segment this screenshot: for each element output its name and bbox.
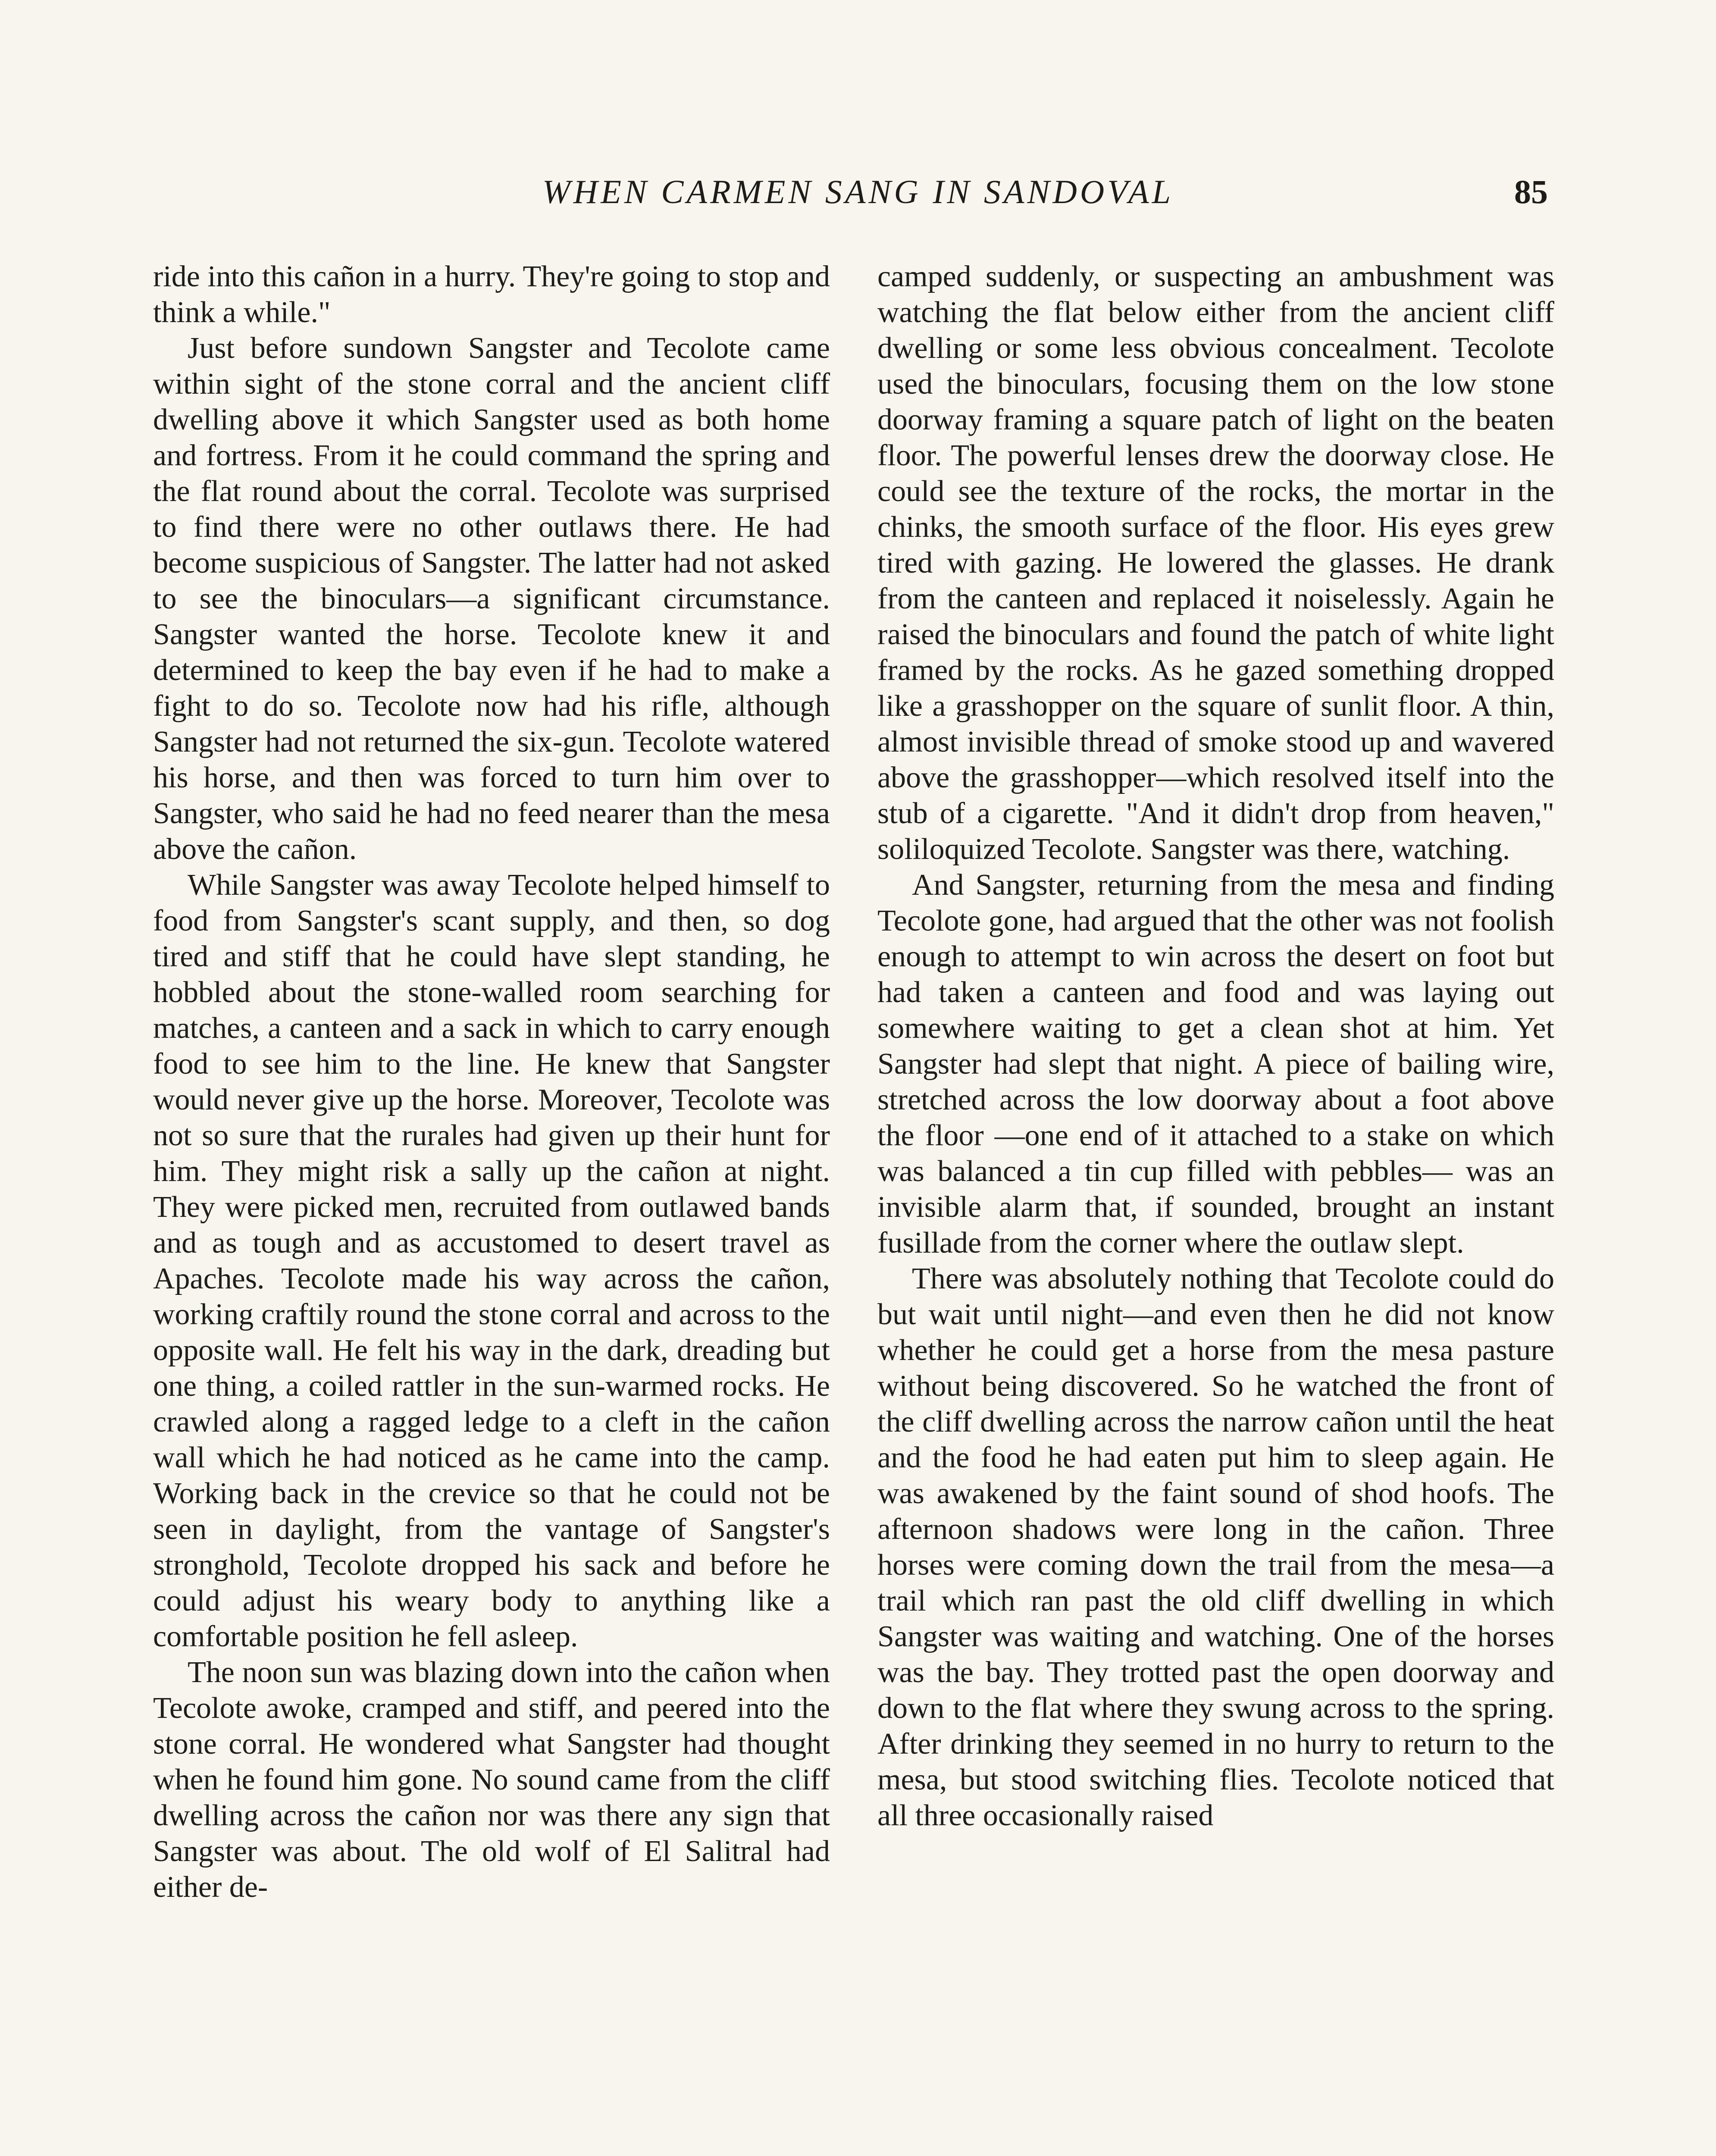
page-header [0,172,1716,220]
paragraph: And Sangster, returning from the mesa and finding Tecolote gone, had argued that the other was not foolish enough to attempt to win across the desert on foot but had taken a canteen and food and was laying out somewhere waiting to get a clean shot at him. Yet Sangster had slept that night. A piece of bailing wire, stretched across the low doorway about a foot above the floor —one end of it attached to a stake on which was balanced a tin cup filled with pebbles— was an invisible alarm that, if sounded, brought an instant fusillade from the corner where the outlaw slept. [877,868,1554,1260]
paragraph: The noon sun was blazing down into the cañon when Tecolote awoke, cramped and stiff, and peered into the stone corral. He wondered what Sangster had thought when he found him gone. No sound came from the cliff dwelling across the cañon nor was there any sign that Sangster was about. The old wolf of El Salitral had either de- [153,1656,830,1904]
running-title: WHEN CARMEN SANG IN SANDOVAL [542,173,1174,210]
paragraph: While Sangster was away Tecolote helped himself to food from Sangster's scant supply, and then, so dog tired and stiff that he could have slept standing, he hobbled about the stone-walled room searching for matches, a canteen and a sack in which to carry enough food to see him to the line. He knew that Sangster would never give up the horse. Moreover, Tecolote was not so sure that the rurales had given up their hunt for him. They might risk a sally up the cañon at night. They were picked men, recruited from outlawed bands and as tough and as accustomed to desert travel as Apaches. Tecolote made his way across the cañon, working craftily round the stone corral and across to the opposite wall. He felt his way in the dark, dreading but one thing, a coiled rattler in the sun-warmed rocks. He crawled along a ragged ledge to a cleft in the cañon wall which he had noticed as he came into the camp. Working back in the crevice so that he could not be seen in daylight, from the vantage of Sangster's stronghold, Tecolote dropped his sack and before he could adjust his weary body to anything like a comfortable position he fell asleep. [153,868,830,1653]
paragraph: camped suddenly, or suspecting an ambushment was watching the flat below either from the ancient cliff dwelling or some less obvious concealment. Tecolote used the binoculars, focusing them on the low stone doorway framing a square patch of light on the beaten floor. The powerful lenses drew the doorway close. He could see the texture of the rocks, the mortar in the chinks, the smooth surface of the floor. His eyes grew tired with gazing. He lowered the glasses. He drank from the canteen and replaced it noiselessly. Again he raised the binoculars and found the patch of white light framed by the rocks. As he gazed something dropped like a grasshopper on the square of sunlit floor. A thin, almost invisible thread of smoke stood up and wavered above the grasshopper—which resolved itself into the stub of a cigarette. "And it didn't drop from heaven," soliloquized Tecolote. Sangster was there, watching. [877,260,1554,866]
left-column [153,259,830,2156]
right-column [877,259,1554,2156]
paragraph: ride into this cañon in a hurry. They're going to stop and think a while." [153,260,830,329]
paragraph: Just before sundown Sangster and Tecolote came within sight of the stone corral and the ancient cliff dwelling above it which Sangster used as both home and fortress. From it he could command the spring and the flat round about the corral. Tecolote was surprised to find there were no other outlaws there. He had become suspicious of Sangster. The latter had not asked to see the binoculars—a significant circumstance. Sangster wanted the horse. Tecolote knew it and determined to keep the bay even if he had to make a fight to do so. Tecolote now had his rifle, although Sangster had not returned the six-gun. Tecolote watered his horse, and then was forced to turn him over to Sangster, who said he had no feed nearer than the mesa above the cañon. [153,332,830,866]
page-number: 85 [1514,173,1548,210]
paragraph: There was absolutely nothing that Tecolote could do but wait until night—and even then he did not know whether he could get a horse from the mesa pasture without being discovered. So he watched the front of the cliff dwelling across the narrow cañon until the heat and the food he had eaten put him to sleep again. He was awakened by the faint sound of shod hoofs. The afternoon shadows were long in the cañon. Three horses were coming down the trail from the mesa—a trail which ran past the old cliff dwelling in which Sangster was waiting and watching. One of the horses was the bay. They trotted past the open doorway and down to the flat where they swung across to the spring. After drinking they seemed in no hurry to return to the mesa, but stood switching flies. Tecolote noticed that all three occasionally raised [877,1262,1554,1832]
